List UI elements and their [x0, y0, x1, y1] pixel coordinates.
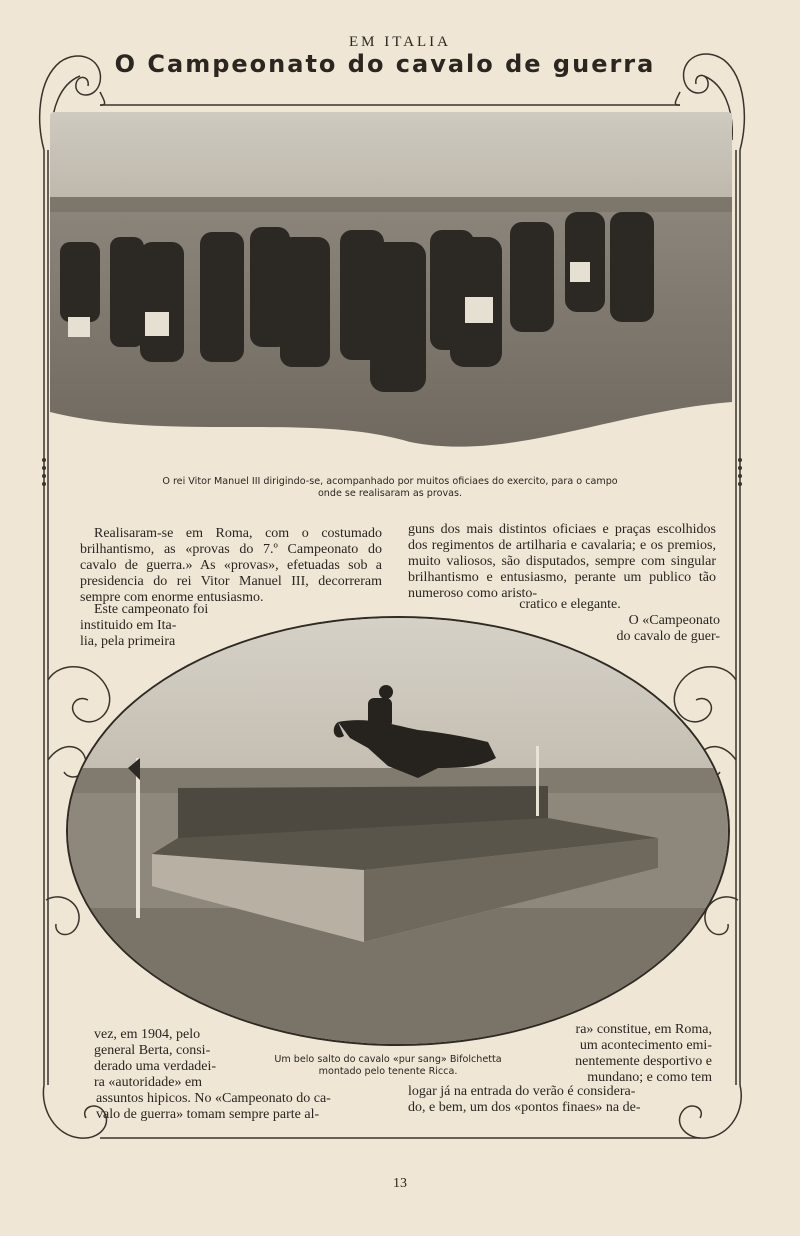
- text-line: um acontecimento emi-: [579, 1038, 712, 1053]
- text-line: cratico e elegante.: [519, 597, 621, 612]
- photo2-caption-line2: montado pelo tenente Ricca.: [318, 1066, 458, 1077]
- article-bottom-left: [94, 1027, 254, 1091]
- text-line: general Berta, consi-: [94, 1043, 211, 1058]
- photo1-caption-line1: O rei Vitor Manuel III dirigindo-se, acompanhado por muitos oficiaes do exercito, para o campo: [162, 476, 618, 487]
- page-number: 13: [393, 1176, 407, 1191]
- article-bottom-right: [552, 1022, 712, 1086]
- photo2-caption: [248, 1054, 528, 1078]
- text-line: ra «autoridade» em: [94, 1075, 203, 1090]
- photo2-caption-line1: Um belo salto do cavalo «pur sang» Bifolchetta: [274, 1054, 502, 1065]
- text-line: do cavalo de guer-: [616, 629, 720, 644]
- text-line: derado uma verdadei-: [94, 1059, 217, 1074]
- photo1-caption: [90, 476, 690, 500]
- article-paragraph-1: Realisaram-se em Roma, com o costumado brilhantismo, as «provas do 7.º Campeonato do cavalo de guerra.» As «provas», efetuadas sob a presidencia do rei Vitor Manuel III, decorreram sempre com enorme entusiasmo.: [80, 526, 382, 605]
- article-bottom-right-lower: [408, 1084, 708, 1116]
- text-line: O «Campeonato: [628, 613, 720, 628]
- text-line: instituido em Ita-: [80, 618, 177, 633]
- article-column-2-wrap: [560, 613, 720, 645]
- text-line: nentemente desportivo e: [575, 1054, 712, 1069]
- article-column-1-wrap: [80, 602, 260, 650]
- page-title: O Campeonato do cavalo de guerra: [114, 50, 656, 78]
- photo-king-officers: [50, 112, 732, 454]
- article-column-1: [80, 526, 382, 606]
- article-column-2: [408, 522, 716, 602]
- text-line: Este campeonato foi: [94, 602, 209, 617]
- photo-horse-jump: [66, 616, 730, 1046]
- text-line: do, e bem, um dos «pontos finaes» na de-: [408, 1100, 641, 1115]
- text-line: valo de guerra» tomam sempre parte al-: [96, 1107, 320, 1122]
- text-line: mundano; e como tem: [587, 1070, 712, 1085]
- photo1-caption-line2: onde se realisaram as provas.: [317, 488, 463, 499]
- article-bottom-left-lower: [96, 1091, 390, 1123]
- text-line: assuntos hipicos. No «Campeonato do ca-: [96, 1091, 331, 1106]
- text-line: lia, pela primeira: [80, 634, 176, 649]
- section-kicker: EM ITALIA: [348, 34, 452, 50]
- text-line: logar já na entrada do verão é considera-: [408, 1084, 636, 1099]
- text-line: vez, em 1904, pelo: [94, 1027, 201, 1042]
- article-paragraph-2: guns dos mais distintos oficiaes e praças escolhidos dos regimentos de artilharia e cavalaria; e os premios, muito valiosos, são disputados, sempre com singular brilhantismo e entusiasmo, perante um publico tão numeroso como aristo-: [408, 522, 716, 601]
- text-line: ra» constitue, em Roma,: [575, 1022, 712, 1037]
